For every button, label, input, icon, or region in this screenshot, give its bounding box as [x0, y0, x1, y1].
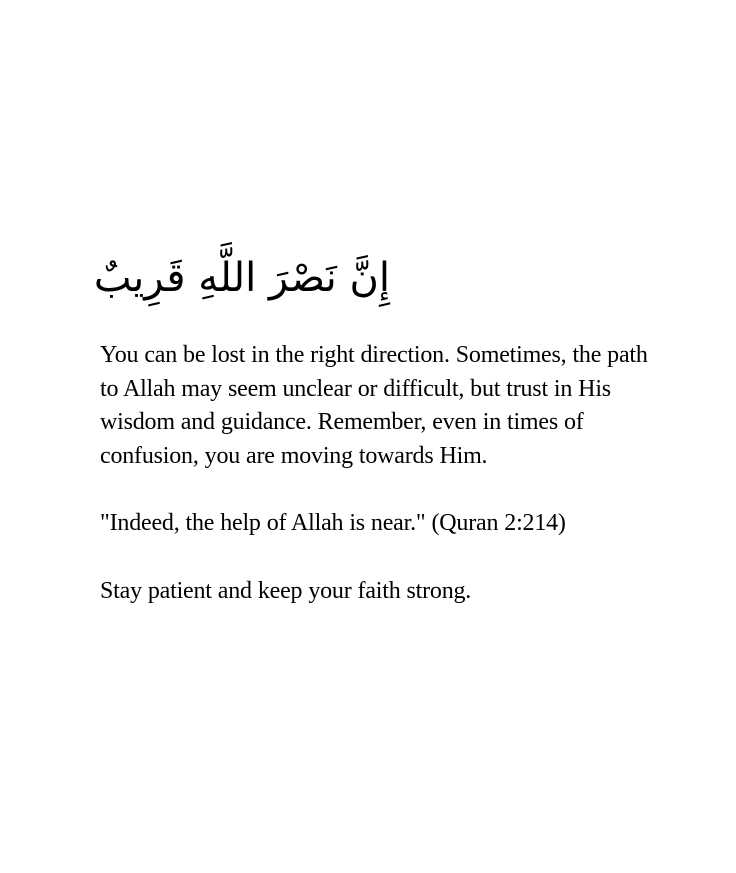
- closing-paragraph: Stay patient and keep your faith strong.: [100, 577, 472, 604]
- arabic-verse: إِنَّ نَصْرَ اللَّهِ قَرِيبٌ: [93, 255, 390, 301]
- body-paragraph: You can be lost in the right direction. Sometimes, the path to Allah may seem unclear or difficult, but trust in His wisdom and guidance. Remember, even in times of confusion, you are moving towards Him.: [100, 342, 648, 469]
- text-block: [100, 339, 660, 608]
- quran-quote-paragraph: "Indeed, the help of Allah is near." (Quran 2:214): [100, 510, 566, 536]
